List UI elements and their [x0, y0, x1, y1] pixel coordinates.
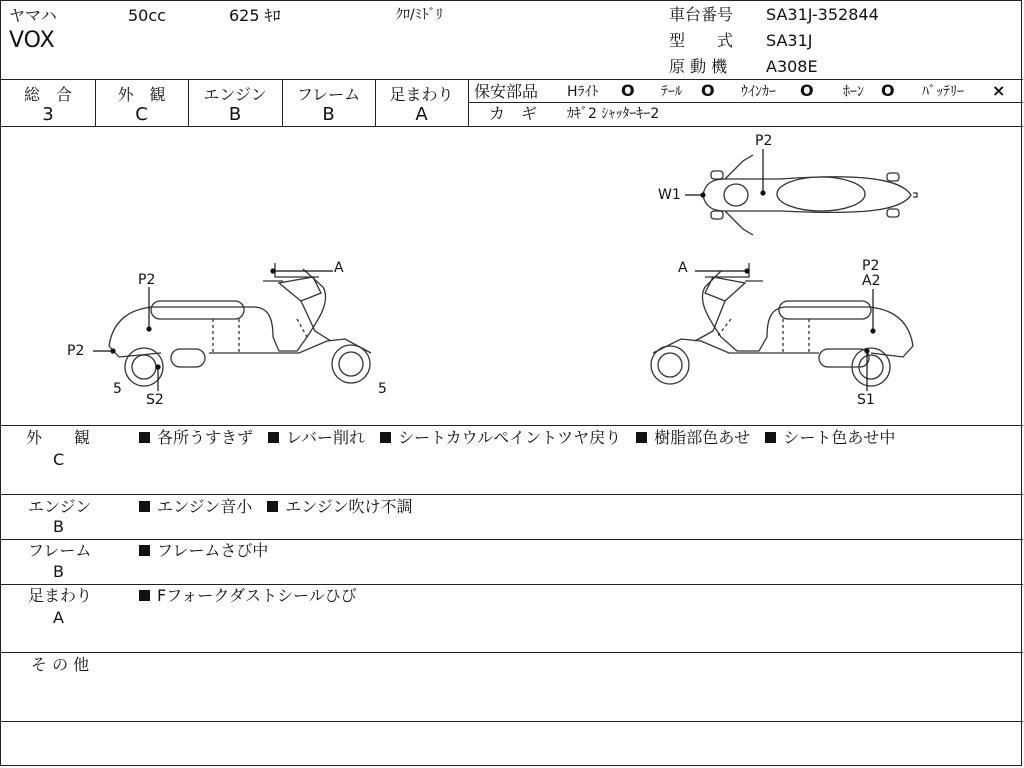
bullet-icon: [636, 432, 647, 443]
safety-mark-winker: O: [800, 81, 814, 100]
diagram-label: P2: [755, 133, 773, 149]
safety-parts-label: 保安部品: [474, 82, 539, 101]
engine-model: A308E: [766, 57, 818, 76]
grade-overall-label: 総 合: [23, 85, 72, 104]
diagram-label: P2: [67, 343, 85, 359]
bullet-icon: [267, 501, 278, 512]
safety-item-headlight: Hﾗｲﾄ: [567, 84, 599, 100]
grade-frame-label: フレーム: [296, 85, 361, 104]
remark-category: 外 観: [26, 428, 91, 447]
diagram-label: P2: [862, 258, 880, 274]
remark-category: 足まわり: [28, 586, 93, 605]
grade-overall: 3: [42, 104, 54, 125]
grade-suspension: A: [415, 104, 428, 125]
remark-item: Fフォークダストシールひび: [157, 586, 357, 605]
other-label: そ の 他: [31, 655, 90, 674]
bullet-icon: [139, 501, 150, 512]
type-label: 型 式: [669, 31, 734, 50]
remark-item: エンジン吹け不調: [285, 497, 413, 516]
remark-list-suspension: [139, 588, 357, 604]
remark-grade: B: [53, 517, 64, 536]
safety-mark-horn: O: [881, 81, 895, 100]
remark-list-engine: [139, 499, 413, 515]
divider: [468, 102, 1023, 103]
scooter-top-view-drawing: [703, 155, 917, 235]
remark-item: シート色あせ中: [783, 428, 896, 447]
bullet-icon: [139, 545, 150, 556]
grade-engine-label: エンジン: [203, 85, 267, 104]
key-label: カ ギ: [489, 104, 538, 123]
grade-exterior: C: [135, 104, 148, 125]
remark-item: エンジン音小: [157, 497, 253, 516]
diagram-label: 5: [378, 381, 387, 397]
divider: [1, 721, 1023, 722]
remark-item: フレームさび中: [157, 541, 269, 560]
diagram-label: S2: [146, 392, 164, 408]
grade-suspension-label: 足まわり: [389, 85, 454, 104]
remark-item: シートカウルペイントツヤ戻り: [398, 428, 622, 447]
divider: [1, 584, 1023, 585]
model-name: VOX: [9, 28, 55, 53]
safety-item-winker: ｳｲﾝｶｰ: [741, 84, 776, 100]
bullet-icon: [139, 590, 150, 601]
diagram-label: P2: [138, 272, 156, 288]
frame-no-label: 車台番号: [669, 5, 734, 24]
bullet-icon: [139, 432, 150, 443]
color: ｸﾛ/ﾐﾄﾞﾘ: [396, 7, 443, 23]
diagram-label: A2: [862, 273, 881, 289]
remark-list-exterior: [139, 430, 895, 446]
diagram-label: A: [334, 260, 344, 276]
displacement: 50cc: [128, 6, 166, 25]
grade-frame: B: [322, 104, 335, 125]
diagram-label: W1: [658, 187, 681, 203]
divider: [468, 79, 469, 126]
grade-exterior-label: 外 観: [117, 85, 166, 104]
remark-category: エンジン: [28, 497, 92, 516]
bullet-icon: [380, 432, 391, 443]
divider: [1, 494, 1023, 495]
diagram-label: 5: [113, 381, 122, 397]
type-value: SA31J: [766, 31, 813, 50]
divider: [1, 425, 1023, 426]
frame-no: SA31J-352844: [766, 5, 879, 24]
remark-item: レバー削れ: [286, 428, 365, 447]
diagram-label: S1: [857, 392, 875, 408]
safety-mark-tail: O: [701, 81, 715, 100]
safety-mark-headlight: O: [621, 81, 635, 100]
safety-item-tail: ﾃｰﾙ: [661, 84, 682, 100]
divider: [1, 539, 1023, 540]
remark-category: フレーム: [28, 541, 92, 560]
maker: ヤマハ: [9, 6, 57, 25]
safety-item-horn: ﾎｰﾝ: [843, 84, 864, 100]
bullet-icon: [765, 432, 776, 443]
remark-grade: C: [53, 450, 65, 469]
divider: [1, 79, 1023, 80]
key-value: ｶｷﾞ2 ｼｬｯﾀｰｷｰ2: [567, 106, 660, 122]
bullet-icon: [268, 432, 279, 443]
remark-item: 各所うすきず: [157, 428, 254, 447]
remark-grade: B: [53, 562, 64, 581]
mileage: 625 ｷﾛ: [229, 6, 281, 25]
safety-item-battery: ﾊﾞｯﾃﾘｰ: [922, 84, 964, 100]
remark-grade: A: [53, 608, 64, 627]
remark-item: 樹脂部色あせ: [654, 428, 751, 447]
remark-list-frame: [139, 543, 268, 559]
safety-mark-battery: ×: [992, 81, 1006, 100]
divider: [1, 652, 1023, 653]
grade-engine: B: [228, 104, 242, 125]
diagram-label: A: [678, 260, 688, 276]
engine-model-label: 原 動 機: [669, 57, 728, 76]
